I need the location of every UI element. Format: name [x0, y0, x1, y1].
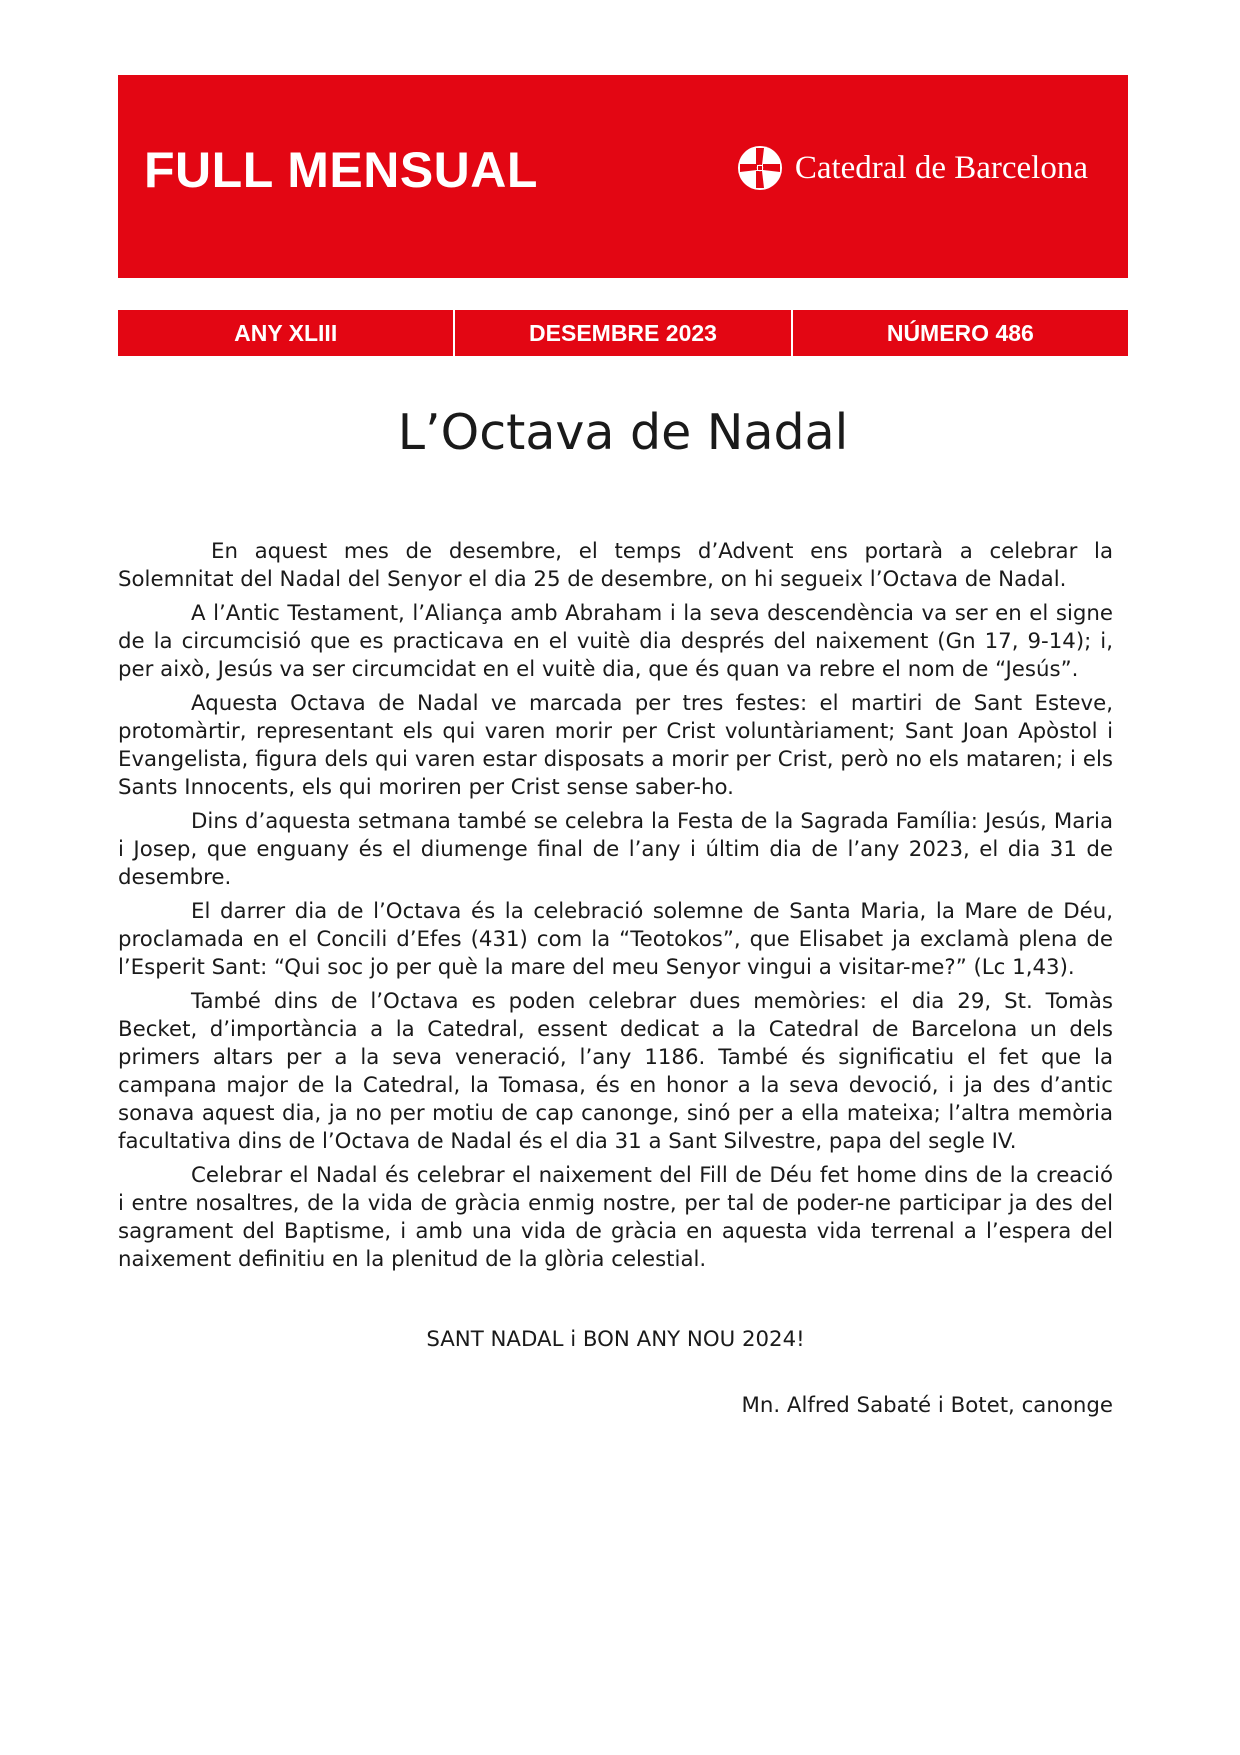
paragraph: També dins de l’Octava es poden celebrar dues memòries: el dia 29, St. Tomàs Becket, d’importància a la Catedral, essent dedicat a la Catedral de Barcelona un dels primers altars per a la seva veneració, l’any 1186. També és significatiu el fet que la campana major de la Catedral, la Tomasa, és en honor a la seva devoció, i ja des d’antic sonava aquest dia, ja no per motiu de cap canonge, sinó per a ella mateixa; l’altra memòria facultativa dins de l’Octava de Nadal és el dia 31 a Sant Silvestre, papa del segle IV.: [118, 989, 1113, 1154]
author-signature: Mn. Alfred Sabaté i Botet, canonge: [741, 1393, 1113, 1418]
issue-year: ANY XLIII: [234, 319, 338, 346]
article-body: [118, 538, 1113, 1280]
publication-title: FULL MENSUAL: [144, 142, 538, 198]
paragraph: En aquest mes de desembre, el temps d’Advent ens portarà a celebrar la Solemnitat del Nadal del Senyor el dia 25 de desembre, on hi segueix l’Octava de Nadal.: [118, 539, 1113, 592]
paragraph: A l’Antic Testament, l’Aliança amb Abraham i la seva descendència va ser en el signe de la circumcisió que es practicava en el vuitè dia després del naixement (Gn 17, 9-14); i, per això, Jesús va ser circumcidat en el vuitè dia, que és quan va rebre el nom de “Jesús”.: [118, 601, 1113, 682]
header-banner: [118, 75, 1128, 278]
issue-info-bar: [118, 310, 1128, 356]
brand-logo-block: [737, 145, 1088, 191]
paragraph: El darrer dia de l’Octava és la celebració solemne de Santa Maria, la Mare de Déu, proclamada en el Concili d’Efes (431) com la “Teotokos”, que Elisabet ja exclamà plena de l’Esperit Sant: “Qui soc jo per què la mare del meu Senyor vingui a visitar-me?” (Lc 1,43).: [118, 899, 1113, 980]
cathedral-cross-icon: [737, 145, 783, 191]
article-title: L’Octava de Nadal: [397, 404, 849, 461]
paragraph: Aquesta Octava de Nadal ve marcada per tres festes: el martiri de Sant Esteve, protomàrtir, representant els qui varen morir per Crist voluntàriament; Sant Joan Apòstol i Evangelista, figura dels qui varen estar disposats a morir per Crist, però no els mataren; i els Sants Innocents, els qui moriren per Crist sense saber-ho.: [118, 691, 1113, 800]
issue-date: DESEMBRE 2023: [453, 310, 790, 356]
closing-greeting: SANT NADAL i BON ANY NOU 2024!: [426, 1327, 805, 1352]
paragraph: Dins d’aquesta setmana també se celebra la Festa de la Sagrada Família: Jesús, Maria i Josep, que enguany és el diumenge final de l’any i últim dia de l’any 2023, el dia 31 de desembre.: [118, 809, 1113, 890]
issue-number: NÚMERO 486: [791, 310, 1128, 356]
paragraph: Celebrar el Nadal és celebrar el naixement del Fill de Déu fet home dins de la creació i entre nosaltres, de la vida de gràcia enmig nostre, per tal de poder-ne participar ja des del sagrament del Baptisme, i amb una vida de gràcia en aquesta vida terrenal a l’espera del naixement definitiu en la plenitud de la glòria celestial.: [118, 1163, 1113, 1272]
brand-name: Catedral de Barcelona: [794, 149, 1088, 186]
